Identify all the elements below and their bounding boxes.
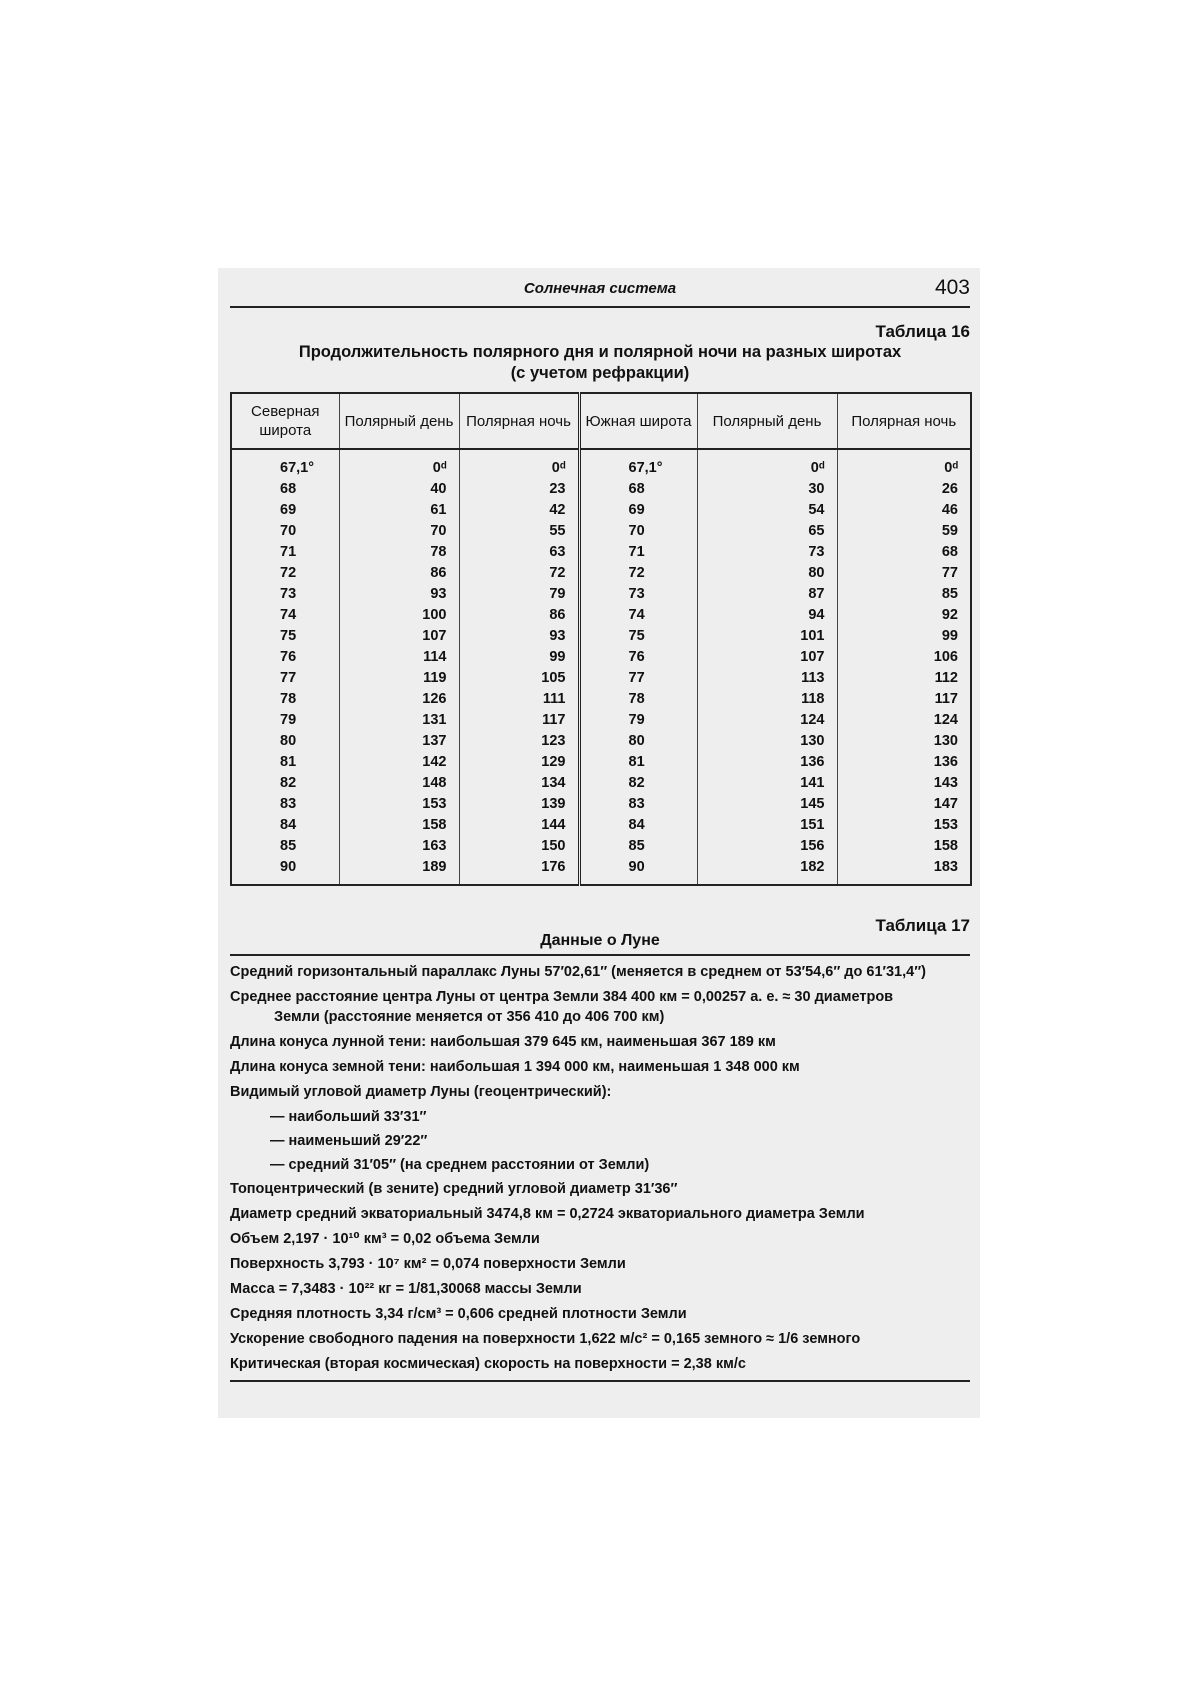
cell-south-latitude: 74 bbox=[579, 605, 697, 626]
cell-south-polar-night: 136 bbox=[837, 752, 971, 773]
cell-south-polar-night: 85 bbox=[837, 584, 971, 605]
cell-north-polar-night: 139 bbox=[459, 794, 579, 815]
cell-south-latitude: 77 bbox=[579, 668, 697, 689]
cell-north-polar-night: 55 bbox=[459, 521, 579, 542]
cell-north-latitude: 78 bbox=[280, 691, 297, 707]
cell-north-latitude: 83 bbox=[280, 796, 297, 812]
cell-north-polar-day: 137 bbox=[339, 731, 459, 752]
running-title: Солнечная система bbox=[523, 280, 677, 297]
cell-north-latitude: 68 bbox=[280, 481, 297, 497]
cell-south-latitude: 72 bbox=[579, 563, 697, 584]
table-row bbox=[231, 731, 971, 752]
cell-north-latitude: 77 bbox=[280, 670, 297, 686]
cell-north-polar-day: 126 bbox=[339, 689, 459, 710]
cell-south-polar-night: 147 bbox=[837, 794, 971, 815]
cell-north-polar-night: 93 bbox=[459, 626, 579, 647]
cell-south-latitude: 67,1° bbox=[579, 449, 697, 479]
cell-north-polar-day: 100 bbox=[339, 605, 459, 626]
cell-south-polar-night: 99 bbox=[837, 626, 971, 647]
cell-south-polar-day: 101 bbox=[697, 626, 837, 647]
moon-fact-lunar-shadow-cone: Длина конуса лунной тени: наибольшая 379 645 км, наименьшая 367 189 км bbox=[230, 1034, 776, 1050]
cell-south-polar-night: 124 bbox=[837, 710, 971, 731]
cell-north-polar-night: 111 bbox=[459, 689, 579, 710]
cell-south-polar-day: 141 bbox=[697, 773, 837, 794]
cell-south-latitude: 78 bbox=[579, 689, 697, 710]
table-row bbox=[231, 752, 971, 773]
header-south-polar-night: Полярная ночь bbox=[837, 393, 971, 449]
cell-north-polar-day: 119 bbox=[339, 668, 459, 689]
cell-south-polar-night: 106 bbox=[837, 647, 971, 668]
cell-north-polar-night: 176 bbox=[459, 857, 579, 885]
moon-fact-diameter-max: — наибольший 33′31″ bbox=[270, 1109, 427, 1125]
cell-south-latitude: 73 bbox=[579, 584, 697, 605]
cell-south-polar-day: 54 bbox=[697, 500, 837, 521]
cell-north-polar-day: 61 bbox=[339, 500, 459, 521]
table-row bbox=[231, 479, 971, 500]
moon-fact-surface: Поверхность 3,793 · 10⁷ км² = 0,074 поверхности Земли bbox=[230, 1256, 626, 1272]
cell-south-polar-day: 0ᵈ bbox=[697, 449, 837, 479]
cell-south-latitude: 82 bbox=[579, 773, 697, 794]
cell-north-polar-night: 144 bbox=[459, 815, 579, 836]
moon-fact-parallax: Средний горизонтальный параллакс Луны 57′02,61″ (меняется в среднем от 53′54,6″ до 61′31,4″) bbox=[230, 964, 926, 980]
cell-south-polar-day: 151 bbox=[697, 815, 837, 836]
table-row bbox=[231, 815, 971, 836]
cell-north-polar-night: 42 bbox=[459, 500, 579, 521]
cell-south-polar-day: 118 bbox=[697, 689, 837, 710]
cell-south-polar-day: 73 bbox=[697, 542, 837, 563]
table-row bbox=[231, 836, 971, 857]
cell-north-latitude: 67,1° bbox=[280, 460, 315, 476]
header-north-latitude: Северная широта bbox=[231, 393, 339, 449]
running-head bbox=[230, 276, 970, 308]
cell-north-latitude: 71 bbox=[280, 544, 297, 560]
cell-south-polar-night: 26 bbox=[837, 479, 971, 500]
table-row bbox=[231, 794, 971, 815]
moon-fact-mass: Масса = 7,3483 · 10²² кг = 1/81,30068 массы Земли bbox=[230, 1281, 582, 1297]
table-row bbox=[231, 449, 971, 479]
cell-south-polar-day: 182 bbox=[697, 857, 837, 885]
moon-fact-volume: Объем 2,197 · 10¹⁰ км³ = 0,02 объема Земли bbox=[230, 1231, 540, 1247]
cell-north-polar-day: 114 bbox=[339, 647, 459, 668]
cell-south-polar-night: 117 bbox=[837, 689, 971, 710]
cell-north-polar-day: 107 bbox=[339, 626, 459, 647]
cell-north-polar-night: 63 bbox=[459, 542, 579, 563]
moon-fact-angular-diameter: Видимый угловой диаметр Луны (геоцентрический): bbox=[230, 1084, 612, 1100]
bottom-rule bbox=[230, 1380, 970, 1382]
cell-south-latitude: 75 bbox=[579, 626, 697, 647]
table-row bbox=[231, 773, 971, 794]
cell-north-latitude: 84 bbox=[280, 817, 297, 833]
moon-fact-escape-velocity: Критическая (вторая космическая) скорость на поверхности = 2,38 км/с bbox=[230, 1356, 746, 1372]
cell-north-latitude: 69 bbox=[280, 502, 297, 518]
cell-north-latitude: 85 bbox=[280, 838, 297, 854]
cell-north-polar-night: 150 bbox=[459, 836, 579, 857]
cell-south-latitude: 69 bbox=[579, 500, 697, 521]
cell-north-latitude: 90 bbox=[280, 859, 297, 875]
table-16-tag: Таблица 16 bbox=[875, 322, 970, 341]
book-page bbox=[230, 276, 970, 1382]
cell-north-polar-night: 72 bbox=[459, 563, 579, 584]
cell-north-latitude: 75 bbox=[280, 628, 297, 644]
cell-north-latitude: 80 bbox=[280, 733, 297, 749]
cell-south-polar-night: 68 bbox=[837, 542, 971, 563]
cell-north-polar-night: 79 bbox=[459, 584, 579, 605]
header-north-polar-day: Полярный день bbox=[339, 393, 459, 449]
cell-north-polar-night: 134 bbox=[459, 773, 579, 794]
cell-north-polar-night: 23 bbox=[459, 479, 579, 500]
cell-north-polar-day: 0ᵈ bbox=[339, 449, 459, 479]
cell-north-latitude: 82 bbox=[280, 775, 297, 791]
moon-fact-diameter-mean: — средний 31′05″ (на среднем расстоянии от Земли) bbox=[270, 1157, 650, 1173]
table-17-title: Данные о Луне bbox=[230, 932, 970, 956]
cell-north-polar-day: 70 bbox=[339, 521, 459, 542]
page-number: 403 bbox=[934, 276, 970, 299]
cell-south-polar-night: 112 bbox=[837, 668, 971, 689]
cell-south-polar-night: 130 bbox=[837, 731, 971, 752]
cell-north-polar-night: 123 bbox=[459, 731, 579, 752]
cell-north-latitude: 72 bbox=[280, 565, 297, 581]
cell-south-latitude: 68 bbox=[579, 479, 697, 500]
cell-south-latitude: 83 bbox=[579, 794, 697, 815]
cell-north-polar-day: 163 bbox=[339, 836, 459, 857]
table-17-tag: Таблица 17 bbox=[875, 916, 970, 935]
table-row bbox=[231, 521, 971, 542]
table-16-subtitle: (с учетом рефракции) bbox=[510, 364, 690, 382]
cell-south-polar-night: 92 bbox=[837, 605, 971, 626]
cell-south-polar-day: 145 bbox=[697, 794, 837, 815]
cell-north-polar-day: 158 bbox=[339, 815, 459, 836]
moon-fact-earth-shadow-cone: Длина конуса земной тени: наибольшая 1 394 000 км, наименьшая 1 348 000 км bbox=[230, 1059, 800, 1075]
cell-north-polar-day: 153 bbox=[339, 794, 459, 815]
cell-south-polar-night: 183 bbox=[837, 857, 971, 885]
polar-day-night-table bbox=[230, 392, 972, 886]
cell-south-latitude: 90 bbox=[579, 857, 697, 885]
cell-north-latitude: 74 bbox=[280, 607, 297, 623]
header-south-latitude: Южная широта bbox=[579, 393, 697, 449]
cell-north-polar-night: 0ᵈ bbox=[459, 449, 579, 479]
table-row bbox=[231, 605, 971, 626]
table-row bbox=[231, 584, 971, 605]
cell-south-latitude: 70 bbox=[579, 521, 697, 542]
cell-south-latitude: 76 bbox=[579, 647, 697, 668]
table-row bbox=[231, 689, 971, 710]
cell-south-polar-day: 136 bbox=[697, 752, 837, 773]
cell-south-polar-night: 153 bbox=[837, 815, 971, 836]
cell-south-latitude: 85 bbox=[579, 836, 697, 857]
cell-south-polar-day: 107 bbox=[697, 647, 837, 668]
table-row bbox=[231, 563, 971, 584]
polar-table-body bbox=[231, 449, 971, 885]
moon-fact-topocentric-diameter: Топоцентрический (в зените) средний угловой диаметр 31′36″ bbox=[230, 1181, 678, 1197]
moon-fact-diameter-min: — наименьший 29′22″ bbox=[270, 1133, 428, 1149]
cell-south-polar-day: 94 bbox=[697, 605, 837, 626]
cell-south-polar-night: 77 bbox=[837, 563, 971, 584]
table-row bbox=[231, 857, 971, 885]
cell-north-polar-day: 40 bbox=[339, 479, 459, 500]
table-row bbox=[231, 668, 971, 689]
cell-south-polar-day: 80 bbox=[697, 563, 837, 584]
table-header-row bbox=[231, 393, 971, 449]
cell-north-polar-day: 78 bbox=[339, 542, 459, 563]
cell-south-latitude: 84 bbox=[579, 815, 697, 836]
cell-north-latitude: 73 bbox=[280, 586, 297, 602]
cell-north-polar-night: 99 bbox=[459, 647, 579, 668]
cell-north-polar-night: 105 bbox=[459, 668, 579, 689]
moon-fact-density: Средняя плотность 3,34 г/см³ = 0,606 средней плотности Земли bbox=[230, 1306, 687, 1322]
cell-north-latitude: 81 bbox=[280, 754, 297, 770]
cell-south-latitude: 71 bbox=[579, 542, 697, 563]
moon-data-list bbox=[230, 962, 970, 1374]
cell-south-polar-night: 46 bbox=[837, 500, 971, 521]
moon-fact-distance-range: Земли (расстояние меняется от 356 410 до 406 700 км) bbox=[274, 1009, 665, 1025]
cell-north-polar-night: 86 bbox=[459, 605, 579, 626]
cell-north-polar-night: 117 bbox=[459, 710, 579, 731]
header-south-polar-day: Полярный день bbox=[697, 393, 837, 449]
table-row bbox=[231, 647, 971, 668]
table-row bbox=[231, 710, 971, 731]
cell-north-polar-day: 131 bbox=[339, 710, 459, 731]
cell-south-polar-night: 158 bbox=[837, 836, 971, 857]
cell-south-polar-night: 59 bbox=[837, 521, 971, 542]
moon-fact-mean-distance: Среднее расстояние центра Луны от центра Земли 384 400 км = 0,00257 а. е. ≈ 30 диаметров bbox=[230, 989, 894, 1005]
cell-north-polar-day: 86 bbox=[339, 563, 459, 584]
cell-south-latitude: 81 bbox=[579, 752, 697, 773]
cell-south-polar-day: 87 bbox=[697, 584, 837, 605]
cell-south-polar-day: 130 bbox=[697, 731, 837, 752]
cell-south-polar-day: 124 bbox=[697, 710, 837, 731]
cell-north-polar-night: 129 bbox=[459, 752, 579, 773]
cell-north-polar-day: 142 bbox=[339, 752, 459, 773]
table-row bbox=[231, 626, 971, 647]
cell-south-polar-night: 0ᵈ bbox=[837, 449, 971, 479]
table-row bbox=[231, 500, 971, 521]
cell-south-polar-night: 143 bbox=[837, 773, 971, 794]
moon-fact-equatorial-diameter: Диаметр средний экваториальный 3474,8 км = 0,2724 экваториального диаметра Земли bbox=[230, 1206, 865, 1222]
table-row bbox=[231, 542, 971, 563]
cell-south-polar-day: 113 bbox=[697, 668, 837, 689]
cell-south-latitude: 80 bbox=[579, 731, 697, 752]
table-16-title: Продолжительность полярного дня и полярной ночи на разных широтах bbox=[298, 343, 902, 361]
cell-north-polar-day: 93 bbox=[339, 584, 459, 605]
cell-south-polar-day: 30 bbox=[697, 479, 837, 500]
cell-south-polar-day: 65 bbox=[697, 521, 837, 542]
cell-south-polar-day: 156 bbox=[697, 836, 837, 857]
cell-north-latitude: 70 bbox=[280, 523, 297, 539]
cell-north-polar-day: 189 bbox=[339, 857, 459, 885]
moon-fact-gravity: Ускорение свободного падения на поверхности 1,622 м/с² = 0,165 земного ≈ 1/6 земного bbox=[230, 1331, 861, 1347]
cell-north-polar-day: 148 bbox=[339, 773, 459, 794]
cell-north-latitude: 79 bbox=[280, 712, 297, 728]
header-north-polar-night: Полярная ночь bbox=[459, 393, 579, 449]
cell-south-latitude: 79 bbox=[579, 710, 697, 731]
cell-north-latitude: 76 bbox=[280, 649, 297, 665]
